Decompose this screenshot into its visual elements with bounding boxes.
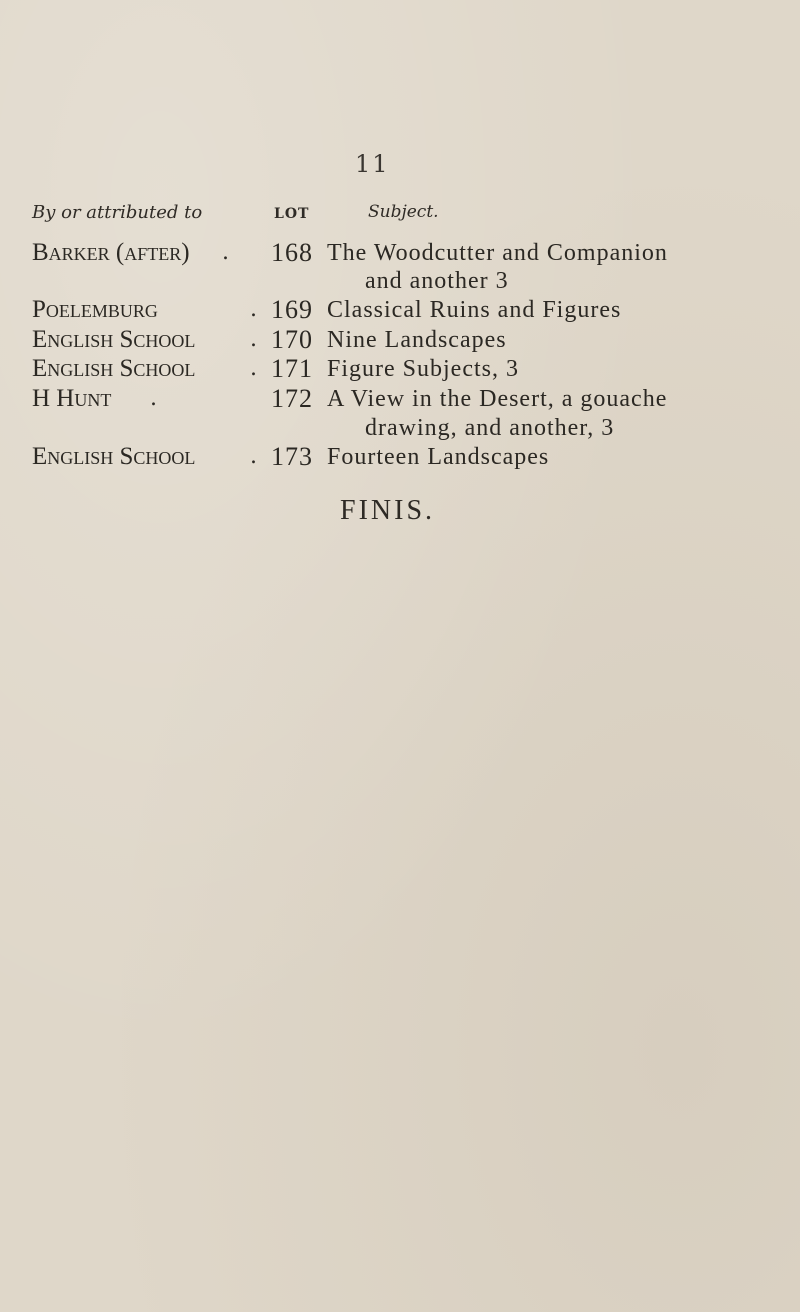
entry-artist: Barker (after) [32, 239, 190, 266]
entry-artist: Poelemburg [32, 296, 158, 323]
entry-subject: Nine Landscapes [327, 327, 507, 353]
page-number: 11 [355, 150, 390, 178]
entry-leader-dot: . [150, 386, 157, 411]
entry-leader-dot: . [250, 356, 257, 381]
entry-subject-continuation: drawing, and another, 3 [365, 415, 615, 441]
entry-leader-dot: . [250, 327, 257, 352]
entry-subject: Fourteen Landscapes [327, 444, 550, 470]
entry-leader-dot: . [222, 240, 229, 265]
entry-artist: English School [32, 326, 196, 353]
entry-lot-number: 169 [271, 295, 313, 324]
entry-subject: Classical Ruins and Figures [327, 297, 622, 323]
entry-artist: English School [32, 443, 196, 470]
finis-footer: FINIS. [340, 495, 436, 526]
entry-lot-number: 170 [271, 325, 313, 354]
subject-column-header: Subject. [368, 202, 439, 222]
entry-artist: English School [32, 355, 196, 382]
entry-lot-number: 173 [271, 442, 313, 471]
entry-subject: Figure Subjects, 3 [327, 356, 519, 382]
artist-column-header: By or attributed to [32, 202, 203, 223]
entry-leader-dot: . [250, 444, 257, 469]
entry-subject: The Woodcutter and Companion [327, 240, 668, 266]
entry-lot-number: 168 [271, 238, 313, 267]
entry-subject-continuation: and another 3 [365, 268, 509, 294]
entry-lot-number: 172 [271, 384, 313, 413]
entry-leader-dot: . [250, 297, 257, 322]
lot-column-header: LOT [274, 206, 310, 222]
entry-lot-number: 171 [271, 354, 313, 383]
entry-subject: A View in the Desert, a gouache [327, 386, 668, 412]
entry-artist: H Hunt [32, 385, 112, 412]
